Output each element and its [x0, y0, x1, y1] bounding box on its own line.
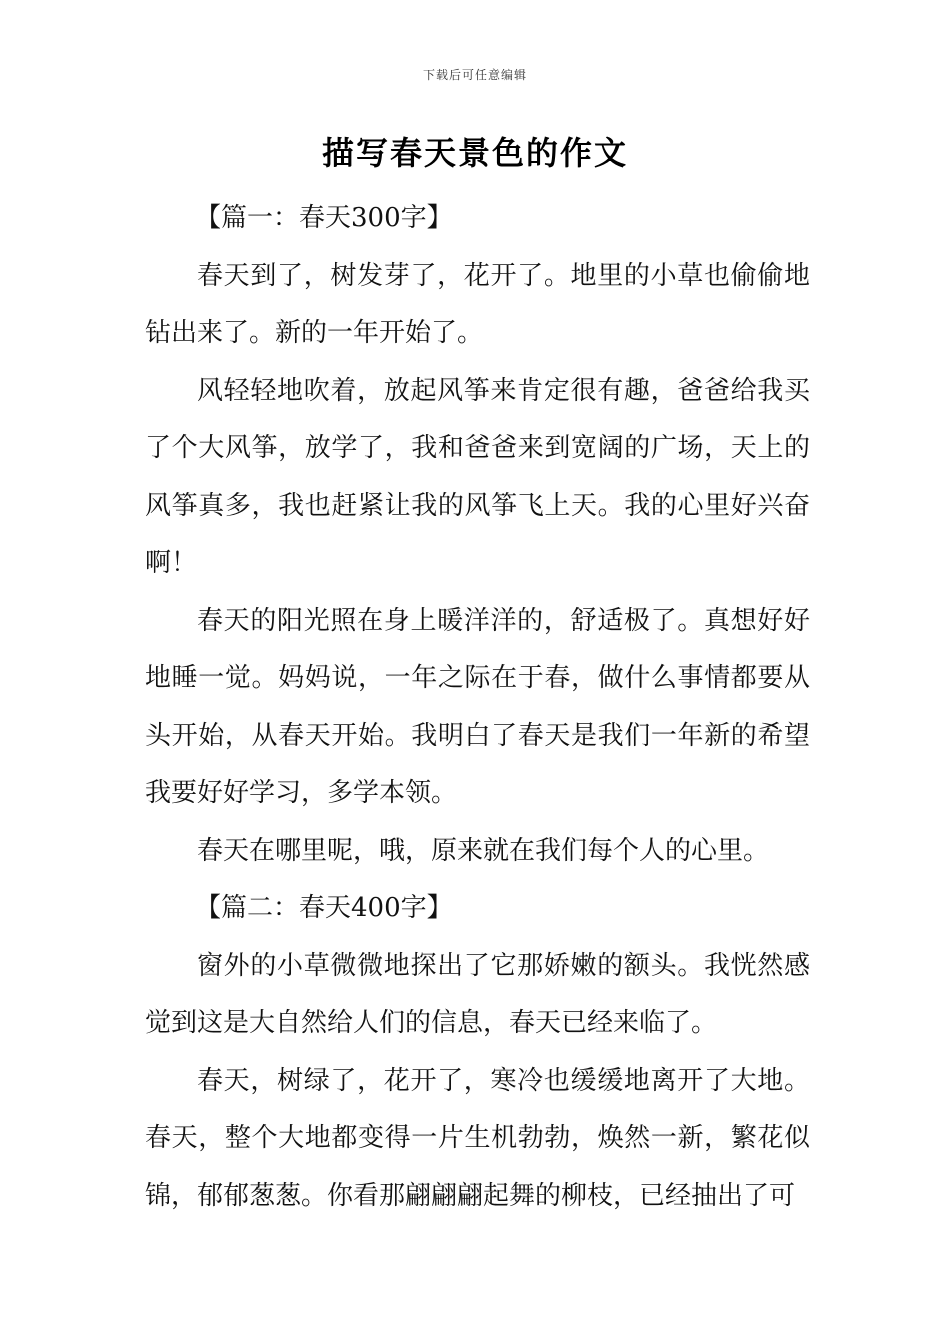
- header-note: 下载后可任意编辑: [422, 68, 527, 82]
- paragraph: 窗外的小草微微地探出了它那娇嫩的额头。我恍然感觉到这是大自然给人们的信息，春天已经来临了。: [145, 950, 810, 1038]
- paragraph: 春天到了，树发芽了，花开了。地里的小草也偷偷地钻出来了。新的一年开始了。: [145, 260, 810, 348]
- document-body: [145, 190, 810, 1225]
- paragraph: 春天的阳光照在身上暖洋洋的，舒适极了。真想好好地睡一觉。妈妈说，一年之际在于春，做什么事情都要从头开始，从春天开始。我明白了春天是我们一年新的希望我要好好学习，多学本领。: [145, 605, 810, 808]
- section-heading-2: 【篇二：春天400字】: [195, 893, 453, 923]
- section-heading-1: 【篇一：春天300字】: [195, 203, 453, 233]
- document-title: 描写春天景色的作文: [321, 134, 628, 172]
- paragraph: 春天在哪里呢，哦，原来就在我们每个人的心里。: [197, 835, 770, 866]
- paragraph: 春天，树绿了，花开了，寒冷也缓缓地离开了大地。春天，整个大地都变得一片生机勃勃，焕然一新，繁花似锦，郁郁葱葱。你看那翩翩翩起舞的柳枝，已经抽出了可: [145, 1065, 810, 1211]
- paragraph: 风轻轻地吹着，放起风筝来肯定很有趣，爸爸给我买了个大风筝，放学了，我和爸爸来到宽阔的广场，天上的风筝真多，我也赶紧让我的风筝飞上天。我的心里好兴奋啊！: [145, 375, 810, 578]
